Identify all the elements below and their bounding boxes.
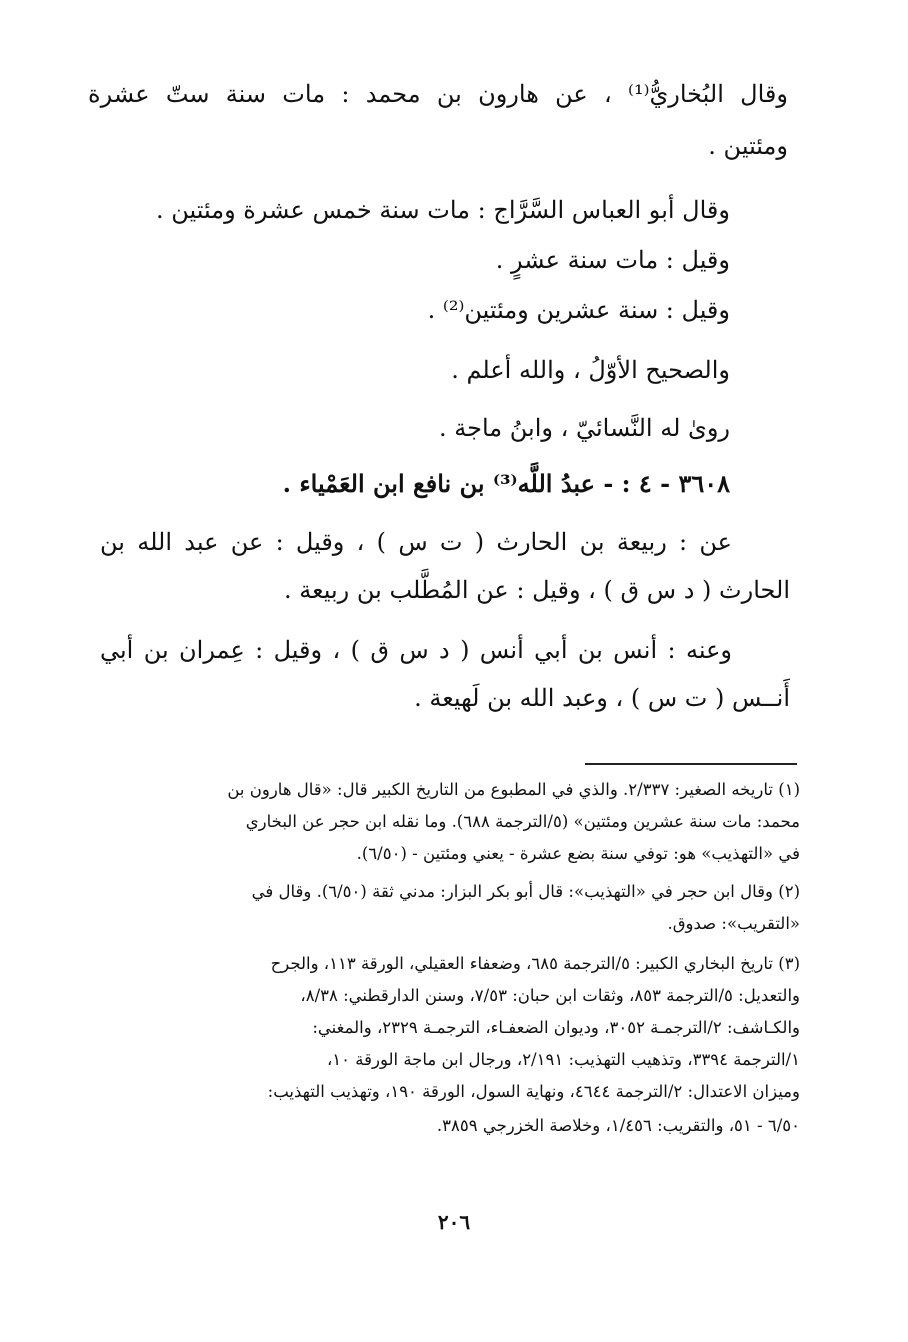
main-text-line-10: الحارث ( د س ق ) ، وقيل : عن المُطَّلب بن ربيعة . (284, 576, 790, 604)
footnote-line-11: ٦/٥٠ - ٥١، والتقريب: ١/٤٥٦، وخلاصة الخزرجي ٣٨٥٩. (436, 1116, 800, 1135)
footnote-line-3: في «التهذيب» هو: توفي سنة بضع عشرة - يعني ومئتين - (٦/٥٠). (356, 844, 800, 863)
footnote-line-6: (٣) تاريخ البخاري الكبير: ٥/الترجمة ٦٨٥، وضعفاء العقيلي، الورقة ١١٣، والجرح (270, 954, 800, 973)
footnote-line-8: والكـاشف: ٢/الترجمـة ٣٠٥٢، وديوان الضعفـاء، الترجمـة ٢٣٢٩، والمغني: (312, 1018, 800, 1037)
main-text-line-5: وقيل : سنة عشرين ومئتين⁽²⁾ . (427, 296, 730, 324)
footnote-separator (585, 763, 797, 765)
footnote-line-4: (٢) وقال ابن حجر في «التهذيب»: قال أبو بكر البزار: مدني ثقة (٦/٥٠). وقال في (251, 882, 800, 901)
main-text-line-7: روىٰ له النَّسائيّ ، وابنُ ماجة . (439, 414, 730, 442)
main-text-line-9: عن : ربيعة بن الحارث ( ت س ) ، وقيل : عن عبد الله بن (100, 528, 732, 556)
main-text-line-4: وقيل : مات سنة عشرٍ . (495, 246, 730, 274)
main-text-line-3: وقال أبو العباس السَّرَّاج : مات سنة خمس عشرة ومئتين . (155, 196, 730, 224)
entry-heading: ٣٦٠٨ - ٤ : - عبدُ اللَّه⁽³⁾ بن نافع ابن العَمْياء . (282, 469, 730, 498)
main-text-line-6: والصحيح الأوّلُ ، والله أعلم . (451, 356, 730, 384)
footnote-line-9: ١/الترجمة ٣٣٩٤، وتذهيب التهذيب: ٢/١٩١، ورجال ابن ماجة الورقة ١٠، (326, 1050, 800, 1069)
footnote-line-2: محمد: مات سنة عشرين ومئتين» (٥/الترجمة ٦٨٨). وما نقله ابن حجر عن البخاري (245, 812, 800, 831)
main-text-line-11: وعنه : أنس بن أبي أنس ( د س ق ) ، وقيل : عِمران بن أبي (100, 636, 732, 664)
page-number: ٢٠٦ (437, 1210, 471, 1234)
footnote-line-5: «التقريب»: صدوق. (667, 914, 800, 933)
footnote-line-7: والتعديل: ٥/الترجمة ٨٥٣، وثقات ابن حبان: ٧/٥٣، وسنن الدارقطني: ٨/٣٨، (300, 986, 800, 1005)
main-text-line-12: أَنــس ( ت س ) ، وعبد الله بن لَهيعة . (414, 684, 790, 712)
footnote-line-1: (١) تاريخه الصغير: ٢/٣٣٧. والذي في المطبوع من التاريخ الكبير قال: «قال هارون بن (227, 780, 800, 799)
main-text-line-2: ومئتين . (708, 132, 788, 160)
footnote-line-10: وميزان الاعتدال: ٢/الترجمة ٤٦٤٤، ونهاية السول، الورقة ١٩٠، وتهذيب التهذيب: (267, 1082, 800, 1101)
main-text-line-1: وقال البُخاريُّ⁽¹⁾ ، عن هارون بن محمد : مات سنة ستّ عشرة (88, 80, 788, 108)
